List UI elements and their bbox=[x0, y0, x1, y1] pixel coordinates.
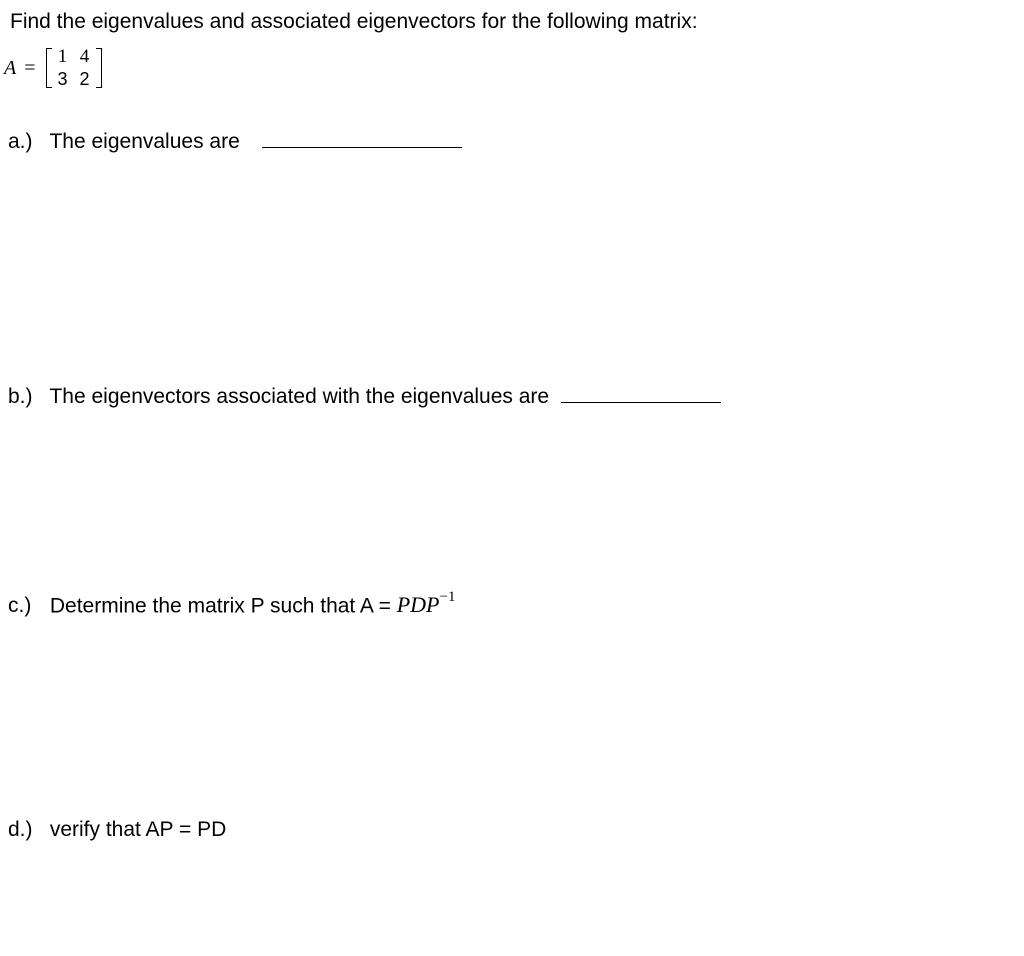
matrix-cell: 4 bbox=[79, 46, 90, 67]
question-c-label: c.) bbox=[8, 594, 32, 618]
matrix-name: A bbox=[4, 56, 17, 79]
answer-blank-b[interactable] bbox=[561, 382, 721, 403]
matrix-cell: 3 bbox=[57, 69, 68, 89]
question-d-text: verify that AP = PD bbox=[49, 818, 227, 841]
question-d bbox=[8, 816, 226, 844]
question-b-text: The eigenvectors associated with the eigenvalues are bbox=[49, 385, 550, 408]
decomposition-formula bbox=[396, 589, 456, 618]
problem-statement: Find the eigenvalues and associated eigenvectors for the following matrix: bbox=[10, 10, 698, 33]
matrix-a bbox=[46, 46, 102, 90]
matrix-cell: 1 bbox=[57, 46, 68, 67]
question-d-label: d.) bbox=[8, 818, 33, 841]
matrix-cell: 2 bbox=[79, 69, 90, 89]
formula-base: PDP bbox=[396, 592, 440, 618]
question-a-text: The eigenvalues are bbox=[49, 130, 240, 153]
question-c bbox=[8, 586, 455, 620]
question-c-text: Determine the matrix P such that A = bbox=[49, 594, 391, 618]
question-b-label: b.) bbox=[8, 385, 33, 408]
matrix-definition bbox=[4, 44, 102, 92]
question-b bbox=[8, 382, 721, 411]
question-a bbox=[8, 127, 462, 156]
equals-sign: = bbox=[24, 56, 36, 79]
question-a-label: a.) bbox=[8, 130, 33, 153]
answer-blank-a[interactable] bbox=[262, 127, 462, 148]
formula-exponent: −1 bbox=[439, 589, 456, 605]
